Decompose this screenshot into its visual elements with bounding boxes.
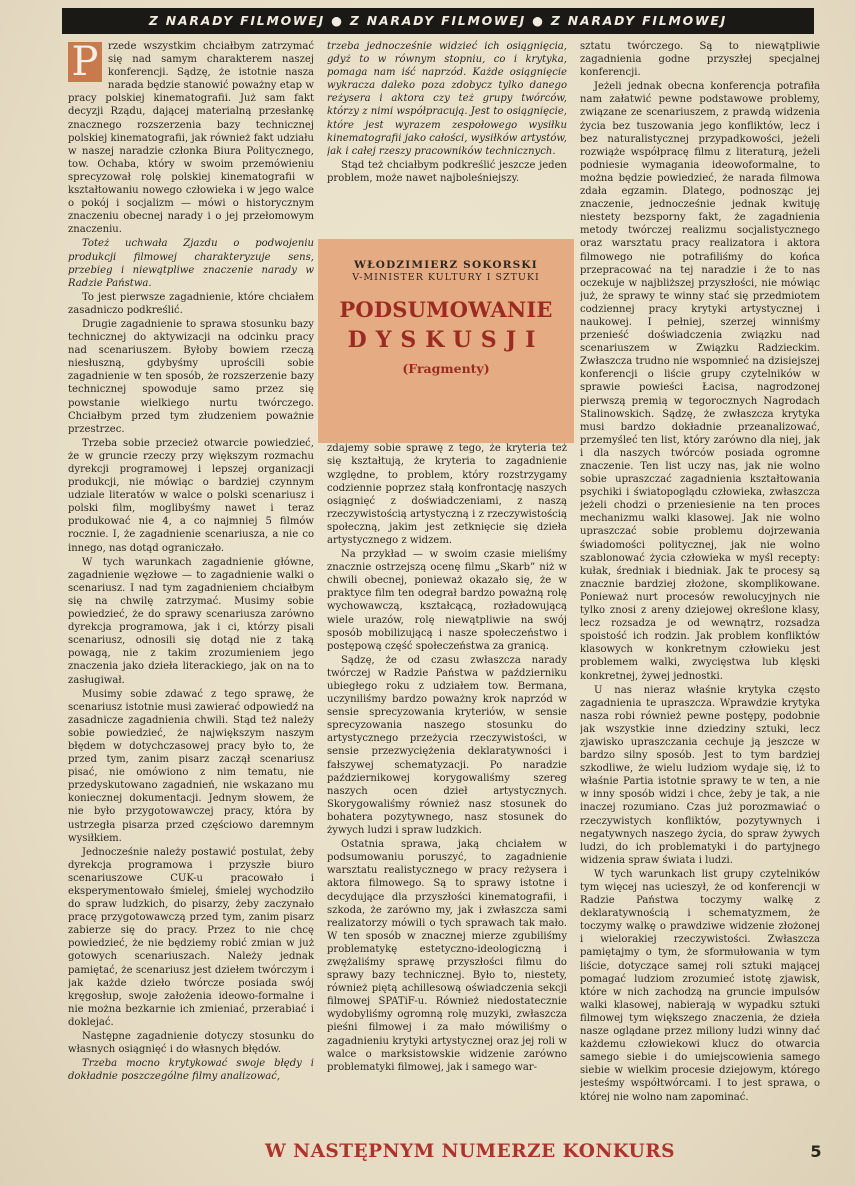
article-paragraph: W tych warunkach list grupy czytelników tym więcej nas ucieszył, że od konferencji w Radzie Państwa toczymy walkę z deklaratywnością i schematyzmem, że toczymy walkę o prawdziwe widzenie złożonej i wielorakiej rzeczywistości. Zwłaszcza pamiętajmy o tym, że sformułowania w tym liście, dotyczące samej roli sztuki mającej pomagać ludziom zrozumieć istotę zjawisk, które w nich zachodzą na gruncie impulsów walki klasowej, nabierają w wypadku sztuki filmowej tym większego znaczenia, że dzieła nasze oglądane przez miliony ludzi winny dać każdemu człowiekowi klucz do otwarcia samego siebie i do umiejscowienia samego siebie w wielkim procesie dziejowym, którego jesteśmy współtwórcami. I to jest sprawa, o której nie wolno nam zapominać. <box>580 868 820 1103</box>
article-paragraph: Stąd też chciałbym podkreślić jeszcze jeden problem, może nawet najboleśniejszy. <box>327 159 567 184</box>
article-paragraph: zdajemy sobie sprawę z tego, że kryteria też się kształtują, że kryteria to zagadnienie względne, to problem, który rozstrzygamy codziennie poprzez stałą konfrontację naszych osiągnięć z doświadczeniami, z naszą rzeczywistością artystyczną i z rzeczywistością społeczną, jakim jest zetknięcie się dzieła artystycznego z widzem. <box>327 443 567 546</box>
article-title-box <box>318 239 574 443</box>
article-column-1 <box>68 40 314 1135</box>
article-paragraph: Ostatnia sprawa, jaką chciałem w podsumowaniu poruszyć, to zagadnienie warsztatu realistycznego w pracy reżysera i aktora filmowego. Są to sprawy istotne i decydujące dla przyszłości kinematografii, i szkoda, że zarówno my, jak i zwłaszcza sami realizatorzy mówili o tych sprawach tak mało. W ten sposób w znacznej mierze zgubiliśmy problematykę estetyczno-ideologiczną i zwężaliśmy sprawę przyszłości filmu do sprawy bazy technicznej. Było to, niestety, również piętą achillesową oświadczenia sekcji filmowej SPATiF-u. Również niedostatecznie wydobyliśmy ogromną rolę muzyki, zwłaszcza pieśni filmowej i za mało mówiliśmy o zagadnieniu krytyki artystycznej oraz jej roli w walce o marksistowskie widzenie zarówno problematyki filmowej, jak i samego war- <box>327 839 567 1073</box>
article-column-3 <box>580 40 820 1135</box>
article-paragraph: Musimy sobie zdawać z tego sprawę, że scenariusz istotnie musi zawierać odpowiedź na zasadnicze zagadnienia chwili. Stąd też należy sobie powiedzieć, że największym naszym błędem w dotychczasowej pracy było to, że przed tym, zanim pisarz zaczął scenariusz pisać, nie omówiono z nim tematu, nie przedyskutowano zagadnień, nie wskazano mu koniecznej dokumentacji. Jednym słowem, że nie było przygotowawczej pracy, która by ustrzegła pisarza przed częściowo daremnym wysiłkiem. <box>68 688 314 844</box>
article-title-line-1: PODSUMOWANIE <box>339 297 553 322</box>
article-paragraph: W tych warunkach zagadnienie główne, zagadnienie węzłowe — to zagadnienie walki o scenariusz. I nad tym zagadnieniem chciałbym się na chwilę zatrzymać. Musimy sobie powiedzieć, że do sprawy scenariusza zarówno dyrekcja programowa, jak i ci, którzy pisali scenariusz, odnosili się dotąd nie z taką powagą, nie z takim zrozumieniem jego znaczenia jako dzieła literackiego, jak on na to zasługiwał. <box>68 556 314 686</box>
article-subtitle: (Fragmenty) <box>402 361 490 376</box>
header-banner: Z NARADY FILMOWEJ ● Z NARADY FILMOWEJ ● Z NARADY FILMOWEJ <box>62 8 814 34</box>
article-column-2 <box>327 40 567 1135</box>
author-position: V-MINISTER KULTURY I SZTUKI <box>352 272 540 283</box>
article-author: WŁODZIMIERZ SOKORSKI <box>354 259 538 271</box>
article-paragraph: Następne zagadnienie dotyczy stosunku do własnych osiągnięć i do własnych błędów. <box>68 1031 314 1056</box>
article-paragraph: trzeba jednocześnie widzieć ich osiągnięcia, gdyż to w równym stopniu, co i krytyka, pomaga nam iść naprzód. Każde osiągnięcie wykracza daleko poza zdobycz tylko danego reżysera i aktora czy też grupy twórców, którzy z nimi współpracują. Jest to osiągnięcie, które jest wyrazem zespołowego wysiłku kinematografii jako całości, wysiłków artystów, jak i całej rzeszy pracowników technicznych. <box>327 41 567 157</box>
article-paragraph: P rzede wszystkim chciałbym zatrzymać się nad samym charakterem naszej konferencji. Sądzę, że istotnie nasza narada będzie stanowić poważny etap w pracy polskiej kinematografii. Już sam fakt decyzji Rządu, dającej materialną przesłankę znacznego rozszerzenia bazy technicznej polskiej kinematografii, jak również fakt udziału w naszej naradzie członka Biura Politycznego, tow. Ochaba, który w swoim przemówieniu sprecyzował rolę polskiej kinematografii w kształtowaniu nowego człowieka i w jego walce o pokój i socjalizm — mówi o historycznym znaczeniu obecnej narady i o jej przełomowym znaczeniu. <box>68 40 314 236</box>
footer-banner: W NASTĘPNYM NUMERZE KONKURS <box>264 1141 676 1162</box>
article-paragraph: Trzeba mocno krytykować swoje błędy i dokładnie poszczególne filmy analizować, <box>68 1058 314 1083</box>
article-paragraph: Jeżeli jednak obecna konferencja potrafiła nam załatwić pewne podstawowe problemy, związane ze scenariuszem, z prawdą widzenia życia bez tuszowania jego konfliktów, lecz i bez naturalistycznej przypadkowości, jeżeli rozwiąże współpracę filmu z literaturą, jeżeli podniesie wymagania ideowoformalne, to można będzie powiedzieć, że narada filmowa zdała egzamin. Dlatego, podnosząc jej znaczenie, jednocześnie jednak kwituję niestety bezsporny fakt, że zagadnienia metody twórczej realizmu socjalistycznego oraz warsztatu pracy realizatora i aktora filmowego nie potrafiliśmy do końca przepracować na tej naradzie i że to nas oczekuje w najbliższej przyszłości, nie mówiąc już, że sprawy te winny stać się przedmiotem codziennej pracy krytyki artystycznej i naukowej. I pełniej, szerzej winniśmy przenieść doświadczenia związku nad scenariuszem w Związku Radzieckim. Zwłaszcza trudno nie wspomnieć na dzisiejszej konferencji o liście grupy czytelników w sprawie powieści Łacisa, nagrodzonej pierwszą premią w tegorocznych Nagrodach Stalinowskich. Sądzę, że zwłaszcza krytyka musi bardzo dokładnie przeanalizować, przemyśleć ten list, który zarówno dla niej, jak i dla naszych twórców posiada ogromne znaczenie. Ten list uczy nas, jak nie wolno sobie upraszczać zagadnienia kształtowania psychiki i światopoglądu człowieka, zwłaszcza jeżeli chodzi o przeniesienie na ten proces mechanizmu walki klasowej. Jak nie wolno upraszczać sobie problemu dojrzewania świadomości politycznej, jak nie wolno szablonować życia człowieka w myśl recepty: kułak, średniak i biedniak. Jak te procesy są znacznie bardziej złożone, skomplikowane. Ponieważ nurt procesów rewolucyjnych nie tylko znosi z areny dziejowej określone klasy, lecz rozsadza je od wewnątrz, rozsadza spoistość ich rodzin. Jak problem konfliktów klasowych w konkretnym człowieku jest problemem walki, zwycięstwa lub klęski konkretnej, żywej jednostki. <box>580 81 820 682</box>
article-paragraph: sztatu twórczego. Są to niewątpliwie zagadnienia godne przyszłej specjalnej konferencji. <box>580 41 820 79</box>
page-number: 5 <box>810 1142 822 1161</box>
article-paragraph: Jednocześnie należy postawić postulat, żeby dyrekcja programowa i przyszłe biuro scenariuszowe CUK-u pracowało i eksperymentowało śmielej, śmielej wychodziło do spraw ludzkich, do pisarzy, żeby zaczynało pracę przygotowawczą przed tym, zanim pisarz zabierze się do pracy. Przez to nie chcę powiedzieć, że nie będziemy robić zmian w już gotowych scenariuszach. Należy jednak pamiętać, że scenariusz jest dziełem twórczym i jak każde dzieło twórcze posiada swój kręgosłup, swoje założenia ideowo-formalne i nie można bezkarnie ich zmieniać, przerabiać i doklejać. <box>68 846 314 1028</box>
article-paragraph: U nas nieraz właśnie krytyka często zagadnienia te upraszcza. Wprawdzie krytyka nasza robi również pewne postępy, podobnie jak wszystkie inne dziedziny sztuki, lecz zjawisko upraszczania cechuje ją jeszcze w bardzo silny sposób. Jest to tym bardziej szkodliwe, że wielu ludziom wydaje się, iż to właśnie Partia istotnie sprawy te w ten, a nie w inny sposób widzi i chce, żeby je tak, a nie inaczej rozumiano. Czas już porozmawiać o rzeczywistych konfliktów, pozytywnych i negatywnych naszego życia, do spraw żywych ludzi, do ich problematyki i do partyjnego widzenia spraw świata i ludzi. <box>580 684 820 866</box>
article-paragraph: Sądzę, że od czasu zwłaszcza narady twórczej w Radzie Państwa w październiku ubiegłego roku z udziałem tow. Bermana, uczyniliśmy bardzo poważny krok naprzód w sensie sprecyzowania kryteriów, w sensie sprecyzowania naszego stosunku do artystycznego przeżycia rzeczywistości, w sensie przezwyciężenia deklaratywności i fałszywej schematyzacji. Po naradzie październikowej korygowaliśmy szereg naszych ocen dzieł artystycznych. Skorygowaliśmy również nasz stosunek do bohatera pozytywnego, nasz stosunek do żywych ludzi i spraw ludzkich. <box>327 654 567 837</box>
article-title-line-2: DYSKUSJI <box>347 327 545 353</box>
article-paragraph: Toteż uchwała Zjazdu o podwojeniu produkcji filmowej charakteryzuje sens, przebieg i niewątpliwe znaczenie narady w Radzie Państwa. <box>68 238 314 289</box>
article-paragraph: Drugie zagadnienie to sprawa stosunku bazy technicznej do aktywizacji na odcinku pracy nad scenariuszem. Byłoby bowiem rzeczą niesłuszną, gdybyśmy uprościli sobie zagadnienie w ten sposób, że rozszerzenie bazy technicznej spowoduje samo przez się powstanie wielkiego nurtu twórczego. Chciałbym przed tym złudzeniem poważnie przestrzec. <box>68 318 314 435</box>
drop-cap: P <box>68 42 102 82</box>
article-paragraph: To jest pierwsze zagadnienie, które chciałem zasadniczo podkreślić. <box>68 291 314 316</box>
article-paragraph: Na przykład — w swoim czasie mieliśmy znacznie ostrzejszą ocenę filmu „Skarb” niż w chwili obecnej, ponieważ okazało się, że w praktyce film ten odegrał bardzo poważną rolę wychowawczą, kształcącą, rozładowującą wiele urazów, rolę niewątpliwie na swój sposób mobilizującą i nasze społeczeństwo i postępową część społeczeństwa za granicą. <box>327 549 567 652</box>
article-paragraph: Trzeba sobie przecież otwarcie powiedzieć, że w gruncie rzeczy przy większym rozmachu dyrekcji programowej i lepszej organizacji produkcji, nie mówiąc o bardziej czynnym udziale literatów w walce o polski scenariusz i polski film, moglibyśmy nawet i teraz produkować nie 4, a co najmniej 5 filmów rocznie. I, że zagadnienie scenariusza, a nie co innego, nas dotąd ograniczało. <box>68 437 314 554</box>
